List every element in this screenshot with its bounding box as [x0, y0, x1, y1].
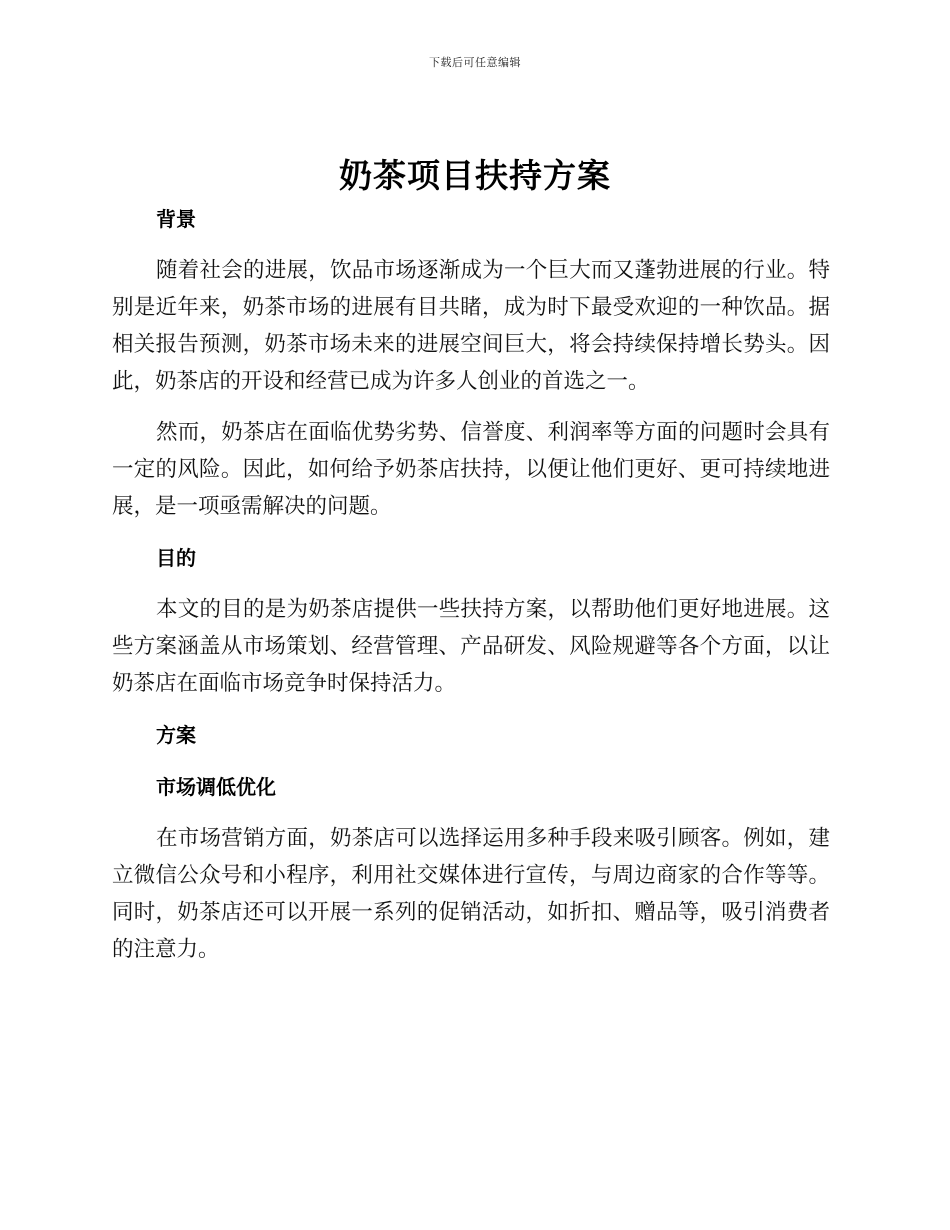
paragraph-purpose-1: 本文的目的是为奶茶店提供一些扶持方案，以帮助他们更好地进展。这些方案涵盖从市场策划、经营管理、产品研发、风险规避等各个方面，以让奶茶店在面临市场竞争时保持活力。 — [112, 597, 830, 696]
paragraph-background-1: 随着社会的进展，饮品市场逐渐成为一个巨大而又蓬勃进展的行业。特别是近年来，奶茶市场的进展有目共睹，成为时下最受欢迎的一种饮品。据相关报告预测，奶茶市场未来的进展空间巨大，将会持续保持增长势头。因此，奶茶店的开设和经营已成为许多人创业的首选之一。 — [112, 258, 830, 394]
document-body — [112, 200, 830, 982]
heading-plan: 方案 — [156, 723, 196, 747]
heading-background: 背景 — [156, 207, 196, 231]
paragraph-market-1: 在市场营销方面，奶茶店可以选择运用多种手段来吸引顾客。例如，建立微信公众号和小程序，利用社交媒体进行宣传，与周边商家的合作等等。同时，奶茶店还可以开展一系列的促销活动，如折扣、赠品等，吸引消费者的注意力。 — [112, 826, 830, 962]
paragraph-background-2: 然而，奶茶店在面临优势劣势、信誉度、利润率等方面的问题时会具有一定的风险。因此，如何给予奶茶店扶持，以便让他们更好、更可持续地进展，是一项亟需解决的问题。 — [112, 420, 830, 519]
header-note: 下载后可任意编辑 — [429, 56, 521, 69]
heading-market-optimization: 市场调低优化 — [156, 775, 276, 799]
document-title: 奶茶项目扶持方案 — [339, 156, 611, 195]
heading-purpose: 目的 — [156, 546, 196, 570]
